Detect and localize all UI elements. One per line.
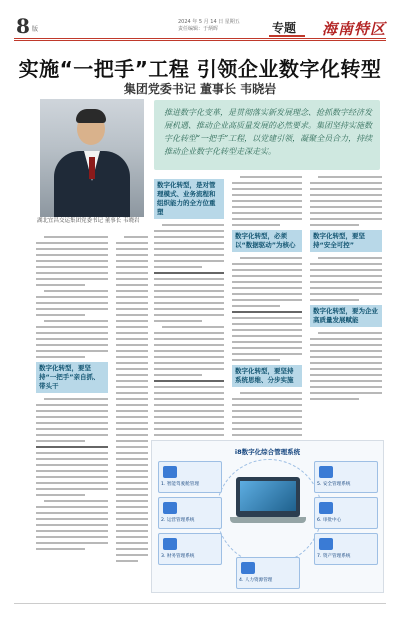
- page-number: 8: [16, 14, 30, 38]
- diagram-title: i8数字化综合管理系统: [234, 448, 301, 456]
- text-column-5: [310, 176, 382, 404]
- diagram-module: [236, 557, 300, 589]
- module-label: 6. 审批中心: [317, 518, 342, 523]
- module-icon: [319, 502, 333, 514]
- laptop-base: [230, 517, 306, 523]
- diagram-module: [314, 461, 378, 493]
- footer-rule: [14, 603, 386, 604]
- module-label: 2. 运营管理系统: [161, 518, 195, 523]
- header-info: [178, 19, 264, 33]
- author-photo: [40, 99, 144, 217]
- system-diagram: [151, 440, 384, 593]
- module-icon: [163, 502, 177, 514]
- subhead-2: 数字化转型，要坚持“一把手”亲自抓、带头干: [36, 362, 108, 393]
- subhead-4: 数字化转型，要坚持系统思维、分步实施: [232, 365, 302, 387]
- article-lead-box: [154, 100, 380, 170]
- section-tag-underline: [269, 35, 305, 37]
- subhead-5: 数字化转型，要坚持“安全可控”: [310, 230, 382, 252]
- text-column-4: [232, 176, 302, 452]
- module-icon: [163, 538, 177, 550]
- subhead-3: 数字化转型，必须以“数据驱动”为核心: [232, 230, 302, 252]
- laptop-icon: [236, 477, 300, 517]
- photo-tie: [89, 157, 95, 179]
- editor-line: 责任编辑：于炳晖: [178, 26, 219, 32]
- module-label: 7. 资产管理系统: [317, 554, 351, 559]
- diagram-module: [314, 497, 378, 529]
- page-unit: 版: [32, 26, 39, 33]
- diagram-module: [158, 497, 222, 529]
- article-lead: 推进数字化变革，是贯彻落实新发展理念、抢抓数字经济发展机遇、推动企业高质量发展的必然要求。集团坚持实施数字化转型“一把手”工程，以党建引领，凝聚全员合力，持续推动企业数字化转型走深走实。: [164, 108, 373, 156]
- date-line: 2024 年 5 月 14 日 星期五: [178, 19, 240, 25]
- diagram-module: [158, 461, 222, 493]
- masthead-logo: 海南特区: [322, 20, 387, 38]
- page-header: [0, 0, 400, 36]
- header-rule: [14, 40, 386, 41]
- header-rule: [14, 38, 386, 39]
- laptop-screen: [240, 481, 296, 511]
- module-icon: [319, 466, 333, 478]
- diagram-module: [158, 533, 222, 565]
- module-label: 3. 财务管理系统: [161, 554, 195, 559]
- section-tag: 专题: [272, 21, 297, 35]
- text-column-2b: [116, 236, 148, 566]
- diagram-module: [314, 533, 378, 565]
- module-icon: [319, 538, 333, 550]
- module-label: 1. 智能驾驶舱管理: [161, 482, 200, 487]
- module-icon: [163, 466, 177, 478]
- article-byline: 集团党委书记 董事长 韦晓岩: [123, 82, 277, 96]
- photo-caption: 湖北宜昌交运集团党委书记 董事长 韦晓岩: [37, 218, 140, 224]
- article-headline: 实施“一把手”工程 引领企业数字化转型: [18, 57, 382, 81]
- subhead-6: 数字化转型，要为企业高质量发展赋能: [310, 305, 382, 327]
- subhead-1: 数字化转型，是对管理模式、业务流程和组织能力的全方位重塑: [154, 179, 224, 219]
- module-icon: [241, 562, 255, 574]
- module-label: 4. 人力资源管理: [239, 578, 273, 583]
- text-column-1: [36, 236, 108, 554]
- photo-hair: [76, 109, 106, 123]
- module-label: 5. 安全管理系统: [317, 482, 351, 487]
